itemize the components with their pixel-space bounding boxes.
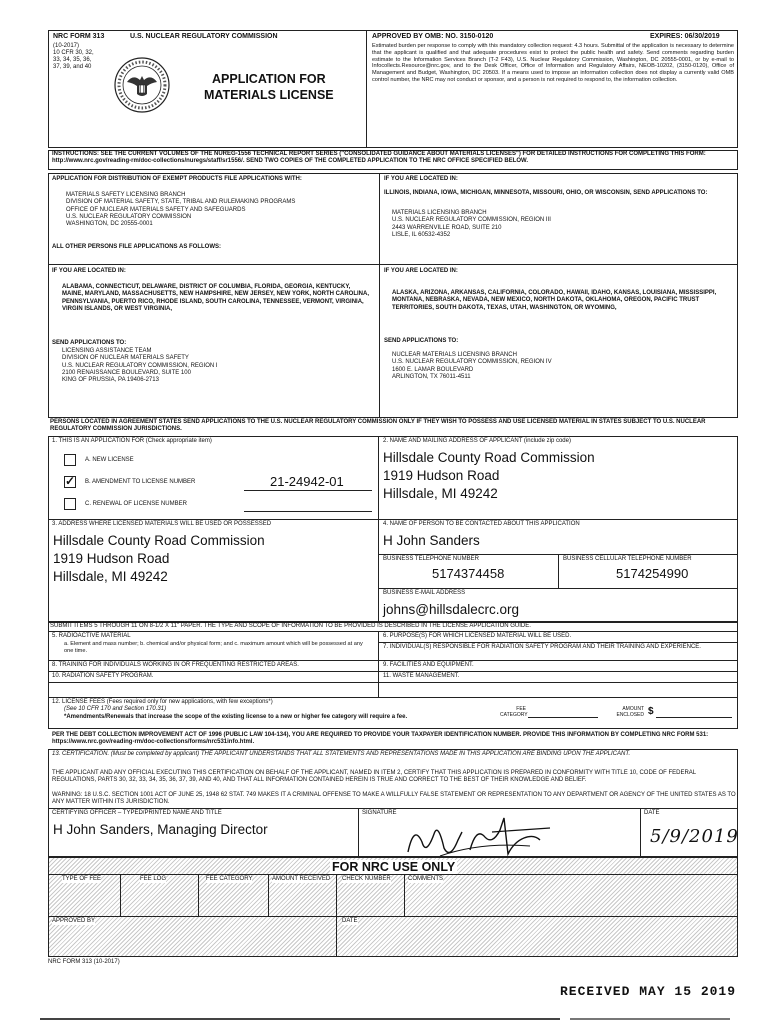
amendment-check-mark: ✓ bbox=[65, 474, 76, 488]
region3-address-line: U.S. NUCLEAR REGULATORY COMMISSION, REGION III bbox=[392, 217, 551, 224]
region3-address bbox=[392, 210, 732, 239]
region4-address-line: 1600 E. LAMAR BOULEVARD bbox=[392, 366, 474, 373]
exempt-address-line: OFFICE OF NUCLEAR MATERIALS SAFETY AND SAFEGUARDS bbox=[66, 206, 246, 213]
agreement-states-notice: PERSONS LOCATED IN AGREEMENT STATES SEND APPLICATIONS TO THE U.S. NUCLEAR REGULATORY COMMISSION ONLY IF THEY WISH TO POSSESS AND USE LICENSED MATERIAL IN STATES SUBJECT TO U.S. NUCLEAR REGULATORY COMMISSION JURISDICTIONS. bbox=[50, 419, 706, 433]
nrc-col-comments: COMMENTS bbox=[408, 876, 443, 882]
nrc-col-4 bbox=[336, 874, 337, 957]
item5-7-divider bbox=[48, 660, 738, 661]
contact-divider-2 bbox=[378, 588, 738, 589]
certification-label: 13. CERTIFICATION. (Must be completed by applicant) THE APPLICANT UNDERSTANDS THAT ALL STATEMENTS AND REPRESENTATIONS MADE IN THIS APPLICATION ARE BINDING UPON THE APPLICANT. bbox=[52, 751, 631, 757]
new-license-label: A. NEW LICENSE bbox=[85, 457, 134, 463]
nrc-use-divider-1 bbox=[48, 874, 738, 875]
nrc-col-check-number: CHECK NUMBER bbox=[342, 876, 391, 882]
submit-items-note: SUBMIT ITEMS 5 THROUGH 11 ON 8-1/2 X 11" PAPER. THE TYPE AND SCOPE OF INFORMATION TO BE PROVIDED IS DESCRIBED IN THE LICENSE APPLICATION GUIDE. bbox=[50, 623, 531, 629]
phone-cell-divider bbox=[558, 554, 559, 588]
footer-form-id: NRC FORM 313 (10-2017) bbox=[48, 959, 120, 965]
fee-category-label: FEE CATEGORY bbox=[500, 706, 528, 718]
addresses-horizontal-divider bbox=[48, 264, 738, 265]
nrc-approved-by: APPROVED BY bbox=[52, 918, 96, 924]
nrc-use-only-title: FOR NRC USE ONLY bbox=[332, 860, 456, 874]
email-value[interactable]: johns@hillsdalecrc.org bbox=[383, 602, 520, 617]
phone-value[interactable]: 5174374458 bbox=[432, 566, 505, 581]
applicant-name[interactable]: Hillsdale County Road Commission bbox=[383, 450, 595, 465]
renewal-checkbox[interactable] bbox=[64, 498, 76, 510]
region1-states: ALABAMA, CONNECTICUT, DELAWARE, DISTRICT OF COLUMBIA, FLORIDA, GEORGIA, KENTUCKY, MAINE, MARYLAND, MASSACHUSETTS, NEW HAMPSHIRE, NEW JERSEY, NEW YORK, NORTH CAROLINA, PENNSYLVANIA, PUERTO RICO, RHODE ISLAND, SOUTH CAROLINA, TENNESSEE, VERMONT, VIRGINIA, VIRGIN ISLANDS, OR WEST VIRGINIA, bbox=[62, 284, 370, 312]
date-value[interactable]: 5/9/2019 bbox=[650, 826, 739, 847]
nrc-col-fee-category: FEE CATEGORY bbox=[206, 876, 253, 882]
exempt-address bbox=[66, 192, 376, 228]
item8-9-divider bbox=[48, 671, 738, 672]
exempt-heading: APPLICATION FOR DISTRIBUTION OF EXEMPT PRODUCTS FILE APPLICATIONS WITH: bbox=[52, 176, 302, 182]
renewal-number-line bbox=[244, 511, 372, 512]
signature-label: SIGNATURE bbox=[362, 810, 397, 816]
all-other-heading: ALL OTHER PERSONS FILE APPLICATIONS AS FOLLOWS: bbox=[52, 244, 222, 250]
item12-sub: (See 10 CFR 170 and Section 170.31) bbox=[64, 706, 167, 712]
item2-label: 2. NAME AND MAILING ADDRESS OF APPLICANT (include zip code) bbox=[383, 438, 571, 444]
nrc-col-amount-received: AMOUNT RECEIVED bbox=[272, 876, 331, 882]
region4-address-line: U.S. NUCLEAR REGULATORY COMMISSION, REGION IV bbox=[392, 359, 552, 366]
cell-label: BUSINESS CELLULAR TELEPHONE NUMBER bbox=[563, 556, 692, 562]
scan-edge-line-2 bbox=[570, 1018, 730, 1020]
cfr-parts-1: 10 CFR 30, 32, bbox=[53, 50, 94, 56]
item6-divider bbox=[378, 642, 738, 643]
header-divider bbox=[366, 30, 367, 148]
nrc-col-5 bbox=[404, 874, 405, 916]
region3-heading: IF YOU ARE LOCATED IN: bbox=[384, 176, 458, 182]
exempt-address-line: WASHINGTON, DC 20555-0001 bbox=[66, 221, 153, 228]
item6-label: 6. PURPOSE(S) FOR WHICH LICENSED MATERIAL WILL BE USED. bbox=[383, 633, 572, 639]
nrc-col-fee-log: FEE LOG bbox=[140, 876, 167, 882]
region1-send: SEND APPLICATIONS TO: bbox=[52, 340, 127, 346]
scan-edge-line bbox=[40, 1018, 560, 1020]
cfr-parts-2: 33, 34, 35, 36, bbox=[53, 57, 92, 63]
region4-heading: IF YOU ARE LOCATED IN: bbox=[384, 268, 458, 274]
dollar-sign: $ bbox=[648, 706, 654, 717]
item1-label: 1. THIS IS AN APPLICATION FOR (Check appropriate item) bbox=[52, 438, 212, 444]
agency-name: U.S. NUCLEAR REGULATORY COMMISSION bbox=[130, 33, 278, 40]
item4-label: 4. NAME OF PERSON TO BE CONTACTED ABOUT THIS APPLICATION bbox=[383, 521, 580, 527]
license-number-line bbox=[244, 490, 372, 491]
form-title-line-1: APPLICATION FOR bbox=[212, 72, 326, 86]
debt-collection-notice: PER THE DEBT COLLECTION IMPROVEMENT ACT OF 1996 (PUBLIC LAW 104-134), YOU ARE REQUIRED TO PROVIDE YOUR TAXPAYER IDENTIFICATION NUMBER. PROVIDE THIS INFORMATION BY COMPLETING NRC FORM 531: https://www.nrc.gov/reading-rm/doc-collections/forms/nrc531info.html. bbox=[52, 732, 709, 746]
region4-states: ALASKA, ARIZONA, ARKANSAS, CALIFORNIA, COLORADO, HAWAII, IDAHO, KANSAS, LOUISIANA, MISSISSIPPI, MONTANA, NEBRASKA, NEVADA, NEW MEXICO, NORTH DAKOTA, OKLAHOMA, OREGON, PACIFIC TRUST TERRITORIES, SOUTH DAKOTA, TEXAS, UTAH, WASHINGTON, OR WYOMING, bbox=[392, 290, 717, 311]
items-5-11-top bbox=[48, 631, 738, 632]
exempt-address-line: MATERIALS SAFETY LICENSING BRANCH bbox=[66, 192, 186, 198]
email-label: BUSINESS E-MAIL ADDRESS bbox=[383, 590, 466, 596]
nrc-date: DATE bbox=[342, 918, 358, 924]
item12-label: 12. LICENSE FEES (Fees required only for new applications, with few exceptions*) bbox=[52, 699, 273, 705]
item10-11-divider bbox=[48, 682, 738, 683]
applicant-street[interactable]: 1919 Hudson Road bbox=[383, 468, 500, 483]
region4-send: SEND APPLICATIONS TO: bbox=[384, 338, 459, 344]
nrc-use-divider-2 bbox=[48, 916, 738, 917]
contact-name[interactable]: H John Sanders bbox=[383, 533, 480, 548]
region4-address-line: NUCLEAR MATERIALS LICENSING BRANCH bbox=[392, 352, 517, 358]
use-location-city[interactable]: Hillsdale, MI 49242 bbox=[53, 569, 168, 584]
exempt-address-line: U.S. NUCLEAR REGULATORY COMMISSION bbox=[66, 213, 192, 220]
certification-sign-divider bbox=[48, 808, 738, 809]
nrc-col-3 bbox=[268, 874, 269, 916]
region3-states: ILLINOIS, INDIANA, IOWA, MICHIGAN, MINNESOTA, MISSOURI, OHIO, OR WISCONSIN, SEND APPLICATIONS TO: bbox=[384, 190, 708, 196]
item7-label: 7. INDIVIDUAL(S) RESPONSIBLE FOR RADIATION SAFETY PROGRAM AND THEIR TRAINING AND EXPERIENCE. bbox=[383, 644, 701, 650]
item12-note: *Amendments/Renewals that increase the scope of the existing license to a new or higher fee category will require a fee. bbox=[64, 714, 408, 720]
instructions-text: INSTRUCTIONS: SEE THE CURRENT VOLUMES OF THE NUREG-1556 TECHNICAL REPORT SERIES ("CONSOLIDATED GUIDANCE ABOUT MATERIALS LICENSES") FOR DETAILED INSTRUCTIONS FOR COMPLETING THIS FORM: http://www.nrc.gov/reading-rm/doc-collections/nuregs/staff/sr1556/. SEND TWO COPIES OF THE COMPLETED APPLICATION TO THE NRC OFFICE SPECIFIED BELOW. bbox=[52, 151, 706, 165]
new-license-checkbox[interactable] bbox=[64, 454, 76, 466]
officer-signature-divider bbox=[358, 808, 359, 857]
fee-category-line bbox=[528, 717, 598, 718]
region4-address-line: ARLINGTON, TX 76011-4511 bbox=[392, 373, 471, 380]
addresses-vertical-divider bbox=[379, 173, 380, 418]
item11-label: 11. WASTE MANAGEMENT. bbox=[383, 673, 460, 679]
received-stamp: RECEIVED MAY 15 2019 bbox=[560, 984, 737, 999]
applicant-city[interactable]: Hillsdale, MI 49242 bbox=[383, 486, 498, 501]
signature-date-divider bbox=[640, 808, 641, 857]
amount-line bbox=[656, 717, 732, 718]
use-location-street[interactable]: 1919 Hudson Road bbox=[53, 551, 170, 566]
region1-address bbox=[62, 348, 372, 384]
eagle-seal-icon bbox=[113, 56, 171, 114]
item5-sub: a. Element and mass number; b. chemical and/or physical form; and c. maximum amount which will be possessed at any one time. bbox=[64, 641, 363, 654]
use-location-name[interactable]: Hillsdale County Road Commission bbox=[53, 533, 265, 548]
renewal-label: C. RENEWAL OF LICENSE NUMBER bbox=[85, 501, 187, 507]
item9-label: 9. FACILITIES AND EQUIPMENT. bbox=[383, 662, 474, 668]
cfr-parts-3: 37, 39, and 40 bbox=[53, 64, 92, 70]
omb-approval: APPROVED BY OMB: NO. 3150-0120 bbox=[372, 33, 494, 40]
item3-label: 3. ADDRESS WHERE LICENSED MATERIALS WILL BE USED OR POSSESSED bbox=[52, 521, 272, 527]
burden-statement: Estimated burden per response to comply with this mandatory collection request: 4.3 hours. Submittal of the application is necessary to determine that the applicant is qualified and that adequate procedures exist to protect the public health and safety. Send comments regarding burden estimate to the Information Services Branch (T-2 F43), U.S. Nuclear Regulatory Commission, Washington, DC 20555-0001, or by e-mail to Infocollects.Resource@nrc.gov, and to the Desk Officer, Office of Information and Regulatory Affairs, NEOB-10202, (3150-0120), Office of Management and Budget, Washington, DC 20503. If a means used to impose an information collection does not display a currently valid OMB control number, the NRC may not conduct or sponsor, and a person is not required to respond to, the information collection. bbox=[372, 43, 734, 83]
amount-enclosed-label: AMOUNT ENCLOSED bbox=[616, 706, 644, 718]
omb-expires: EXPIRES: 06/30/2019 bbox=[650, 33, 720, 40]
item8-label: 8. TRAINING FOR INDIVIDUALS WORKING IN OR FREQUENTING RESTRICTED AREAS. bbox=[52, 662, 299, 668]
region3-address-line: 2443 WARRENVILLE ROAD, SUITE 210 bbox=[392, 224, 502, 231]
amendment-label: B. AMENDMENT TO LICENSE NUMBER bbox=[85, 479, 196, 485]
nrc-seal bbox=[113, 56, 171, 114]
certification-warning: WARNING: 18 U.S.C. SECTION 1001 ACT OF JUNE 25, 1948 62 STAT. 749 MAKES IT A CRIMINAL OFFENSE TO MAKE A WILLFULLY FALSE STATEMENT OR REPRESENTATION TO ANY DEPARTMENT OR AGENCY OF THE UNITED STATES AS TO ANY MATTER WITHIN ITS JURISDICTION. bbox=[52, 792, 736, 806]
form-title-line-2: MATERIALS LICENSE bbox=[204, 88, 334, 102]
officer-label: CERTIFYING OFFICER – TYPED/PRINTED NAME AND TITLE bbox=[52, 810, 222, 816]
nrc-col-1 bbox=[120, 874, 121, 916]
region4-address bbox=[392, 352, 732, 381]
nrc-col-type-of-fee: TYPE OF FEE bbox=[62, 876, 102, 882]
item10-label: 10. RADIATION SAFETY PROGRAM. bbox=[52, 673, 154, 679]
date-label: DATE bbox=[644, 810, 660, 816]
form-revision: (10-2017) bbox=[53, 43, 80, 49]
items-row-divider bbox=[48, 519, 738, 520]
region1-address-line: LICENSING ASSISTANCE TEAM bbox=[62, 348, 152, 354]
region1-address-line: U.S. NUCLEAR REGULATORY COMMISSION, REGION I bbox=[62, 362, 218, 369]
certification-body: THE APPLICANT AND ANY OFFICIAL EXECUTING THIS CERTIFICATION ON BEHALF OF THE APPLICANT, NAMED IN ITEM 2, CERTIFY THAT THIS APPLICATION IS PREPARED IN CONFORMITY WITH TITLE 10, CODE OF FEDERAL REGULATIONS, PARTS 30, 32, 33, 34, 35, 36, 37, 39, AND 40, AND THAT ALL INFORMATION CONTAINED HEREIN IS TRUE AND CORRECT TO THE BEST OF THEIR KNOWLEDGE AND BELIEF. bbox=[52, 770, 696, 784]
region1-address-line: 2100 RENAISSANCE BOULEVARD, SUITE 100 bbox=[62, 369, 191, 376]
region3-address-line: MATERIALS LICENSING BRANCH bbox=[392, 210, 487, 216]
nrc-col-2 bbox=[198, 874, 199, 916]
license-number-value[interactable]: 21-24942-01 bbox=[270, 474, 344, 489]
cell-value[interactable]: 5174254990 bbox=[616, 566, 689, 581]
region3-address-line: LISLE, IL 60532-4352 bbox=[392, 231, 451, 238]
form-id: NRC FORM 313 bbox=[53, 33, 105, 40]
item5-label: 5. RADIOACTIVE MATERIAL bbox=[52, 633, 131, 639]
region1-heading: IF YOU ARE LOCATED IN: bbox=[52, 268, 126, 274]
phone-label: BUSINESS TELEPHONE NUMBER bbox=[383, 556, 479, 562]
region1-address-line: DIVISION OF NUCLEAR MATERIALS SAFETY bbox=[62, 355, 189, 362]
items-vertical-divider bbox=[378, 436, 379, 622]
exempt-address-line: DIVISION OF MATERIAL SAFETY, STATE, TRIBAL AND RULEMAKING PROGRAMS bbox=[66, 199, 296, 206]
officer-name[interactable]: H John Sanders, Managing Director bbox=[53, 822, 268, 837]
region1-address-line: KING OF PRUSSIA, PA 19406-2713 bbox=[62, 377, 159, 384]
